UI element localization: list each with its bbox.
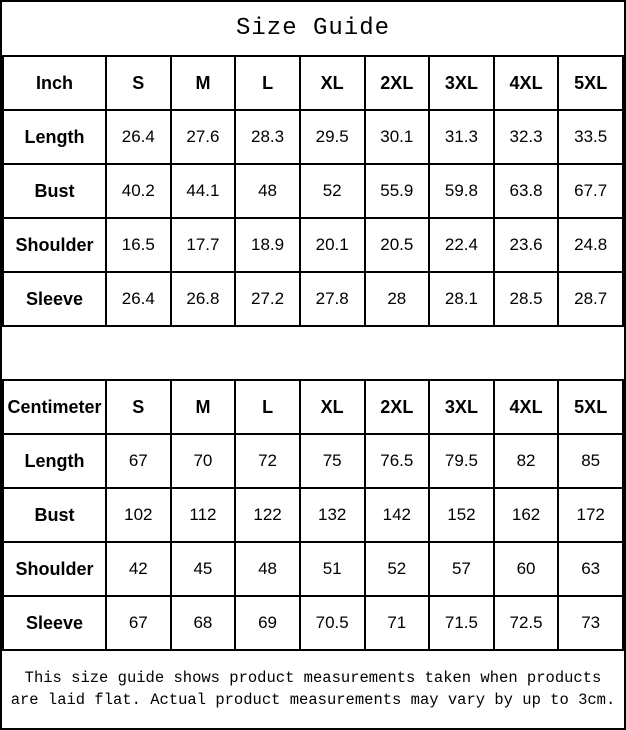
footer-note xyxy=(2,651,624,728)
value-cell: 28.5 xyxy=(494,272,559,326)
value-cell: 85 xyxy=(558,434,623,488)
value-cell: 51 xyxy=(300,542,365,596)
value-cell: 172 xyxy=(558,488,623,542)
value-cell: 67.7 xyxy=(558,164,623,218)
value-cell: 59.8 xyxy=(429,164,494,218)
header-row xyxy=(3,380,623,434)
row-label: Shoulder xyxy=(3,218,106,272)
value-cell: 29.5 xyxy=(300,110,365,164)
value-cell: 71.5 xyxy=(429,596,494,650)
value-cell: 31.3 xyxy=(429,110,494,164)
measurement-row xyxy=(3,110,623,164)
size-column-header: M xyxy=(171,56,236,110)
value-cell: 52 xyxy=(365,542,430,596)
measurement-row xyxy=(3,164,623,218)
size-column-header: 5XL xyxy=(558,380,623,434)
value-cell: 26.8 xyxy=(171,272,236,326)
size-column-header: 3XL xyxy=(429,56,494,110)
value-cell: 55.9 xyxy=(365,164,430,218)
value-cell: 152 xyxy=(429,488,494,542)
size-column-header: M xyxy=(171,380,236,434)
value-cell: 24.8 xyxy=(558,218,623,272)
measurement-row xyxy=(3,488,623,542)
value-cell: 22.4 xyxy=(429,218,494,272)
centimeter-table-unit-header: Centimeter xyxy=(3,380,106,434)
row-label: Sleeve xyxy=(3,272,106,326)
value-cell: 75 xyxy=(300,434,365,488)
value-cell: 28 xyxy=(365,272,430,326)
value-cell: 23.6 xyxy=(494,218,559,272)
page-title: Size Guide xyxy=(235,15,391,42)
row-label: Length xyxy=(3,434,106,488)
row-label: Bust xyxy=(3,488,106,542)
value-cell: 63 xyxy=(558,542,623,596)
size-column-header: 2XL xyxy=(365,380,430,434)
value-cell: 28.3 xyxy=(235,110,300,164)
measurement-row xyxy=(3,272,623,326)
value-cell: 72.5 xyxy=(494,596,559,650)
value-cell: 72 xyxy=(235,434,300,488)
spacer-row xyxy=(2,327,624,379)
value-cell: 18.9 xyxy=(235,218,300,272)
size-column-header: 4XL xyxy=(494,56,559,110)
size-column-header: XL xyxy=(300,380,365,434)
inch-table xyxy=(2,55,624,327)
size-column-header: 4XL xyxy=(494,380,559,434)
value-cell: 33.5 xyxy=(558,110,623,164)
measurement-row xyxy=(3,434,623,488)
footer-note-line2: are laid flat. Actual product measurements may vary by up to 3cm. xyxy=(10,690,616,709)
value-cell: 26.4 xyxy=(106,272,171,326)
value-cell: 79.5 xyxy=(429,434,494,488)
value-cell: 70 xyxy=(171,434,236,488)
value-cell: 162 xyxy=(494,488,559,542)
value-cell: 48 xyxy=(235,164,300,218)
value-cell: 67 xyxy=(106,596,171,650)
value-cell: 20.1 xyxy=(300,218,365,272)
centimeter-table xyxy=(2,379,624,651)
value-cell: 63.8 xyxy=(494,164,559,218)
value-cell: 102 xyxy=(106,488,171,542)
value-cell: 60 xyxy=(494,542,559,596)
value-cell: 28.7 xyxy=(558,272,623,326)
value-cell: 16.5 xyxy=(106,218,171,272)
value-cell: 42 xyxy=(106,542,171,596)
value-cell: 67 xyxy=(106,434,171,488)
value-cell: 132 xyxy=(300,488,365,542)
size-column-header: 2XL xyxy=(365,56,430,110)
value-cell: 68 xyxy=(171,596,236,650)
row-label: Sleeve xyxy=(3,596,106,650)
value-cell: 122 xyxy=(235,488,300,542)
row-label: Shoulder xyxy=(3,542,106,596)
inch-table-unit-header: Inch xyxy=(3,56,106,110)
value-cell: 76.5 xyxy=(365,434,430,488)
value-cell: 27.8 xyxy=(300,272,365,326)
value-cell: 57 xyxy=(429,542,494,596)
value-cell: 48 xyxy=(235,542,300,596)
value-cell: 52 xyxy=(300,164,365,218)
value-cell: 69 xyxy=(235,596,300,650)
value-cell: 20.5 xyxy=(365,218,430,272)
size-column-header: 3XL xyxy=(429,380,494,434)
row-label: Bust xyxy=(3,164,106,218)
value-cell: 142 xyxy=(365,488,430,542)
value-cell: 28.1 xyxy=(429,272,494,326)
row-label: Length xyxy=(3,110,106,164)
size-column-header: L xyxy=(235,380,300,434)
measurement-row xyxy=(3,542,623,596)
value-cell: 82 xyxy=(494,434,559,488)
footer-note-line1: This size guide shows product measurements taken when products xyxy=(24,668,602,687)
value-cell: 27.2 xyxy=(235,272,300,326)
value-cell: 112 xyxy=(171,488,236,542)
size-column-header: S xyxy=(106,380,171,434)
value-cell: 70.5 xyxy=(300,596,365,650)
value-cell: 26.4 xyxy=(106,110,171,164)
value-cell: 27.6 xyxy=(171,110,236,164)
size-column-header: L xyxy=(235,56,300,110)
measurement-row xyxy=(3,596,623,650)
value-cell: 30.1 xyxy=(365,110,430,164)
header-row xyxy=(3,56,623,110)
value-cell: 40.2 xyxy=(106,164,171,218)
value-cell: 17.7 xyxy=(171,218,236,272)
size-column-header: S xyxy=(106,56,171,110)
value-cell: 32.3 xyxy=(494,110,559,164)
size-column-header: XL xyxy=(300,56,365,110)
value-cell: 73 xyxy=(558,596,623,650)
value-cell: 45 xyxy=(171,542,236,596)
value-cell: 71 xyxy=(365,596,430,650)
measurement-row xyxy=(3,218,623,272)
size-column-header: 5XL xyxy=(558,56,623,110)
value-cell: 44.1 xyxy=(171,164,236,218)
